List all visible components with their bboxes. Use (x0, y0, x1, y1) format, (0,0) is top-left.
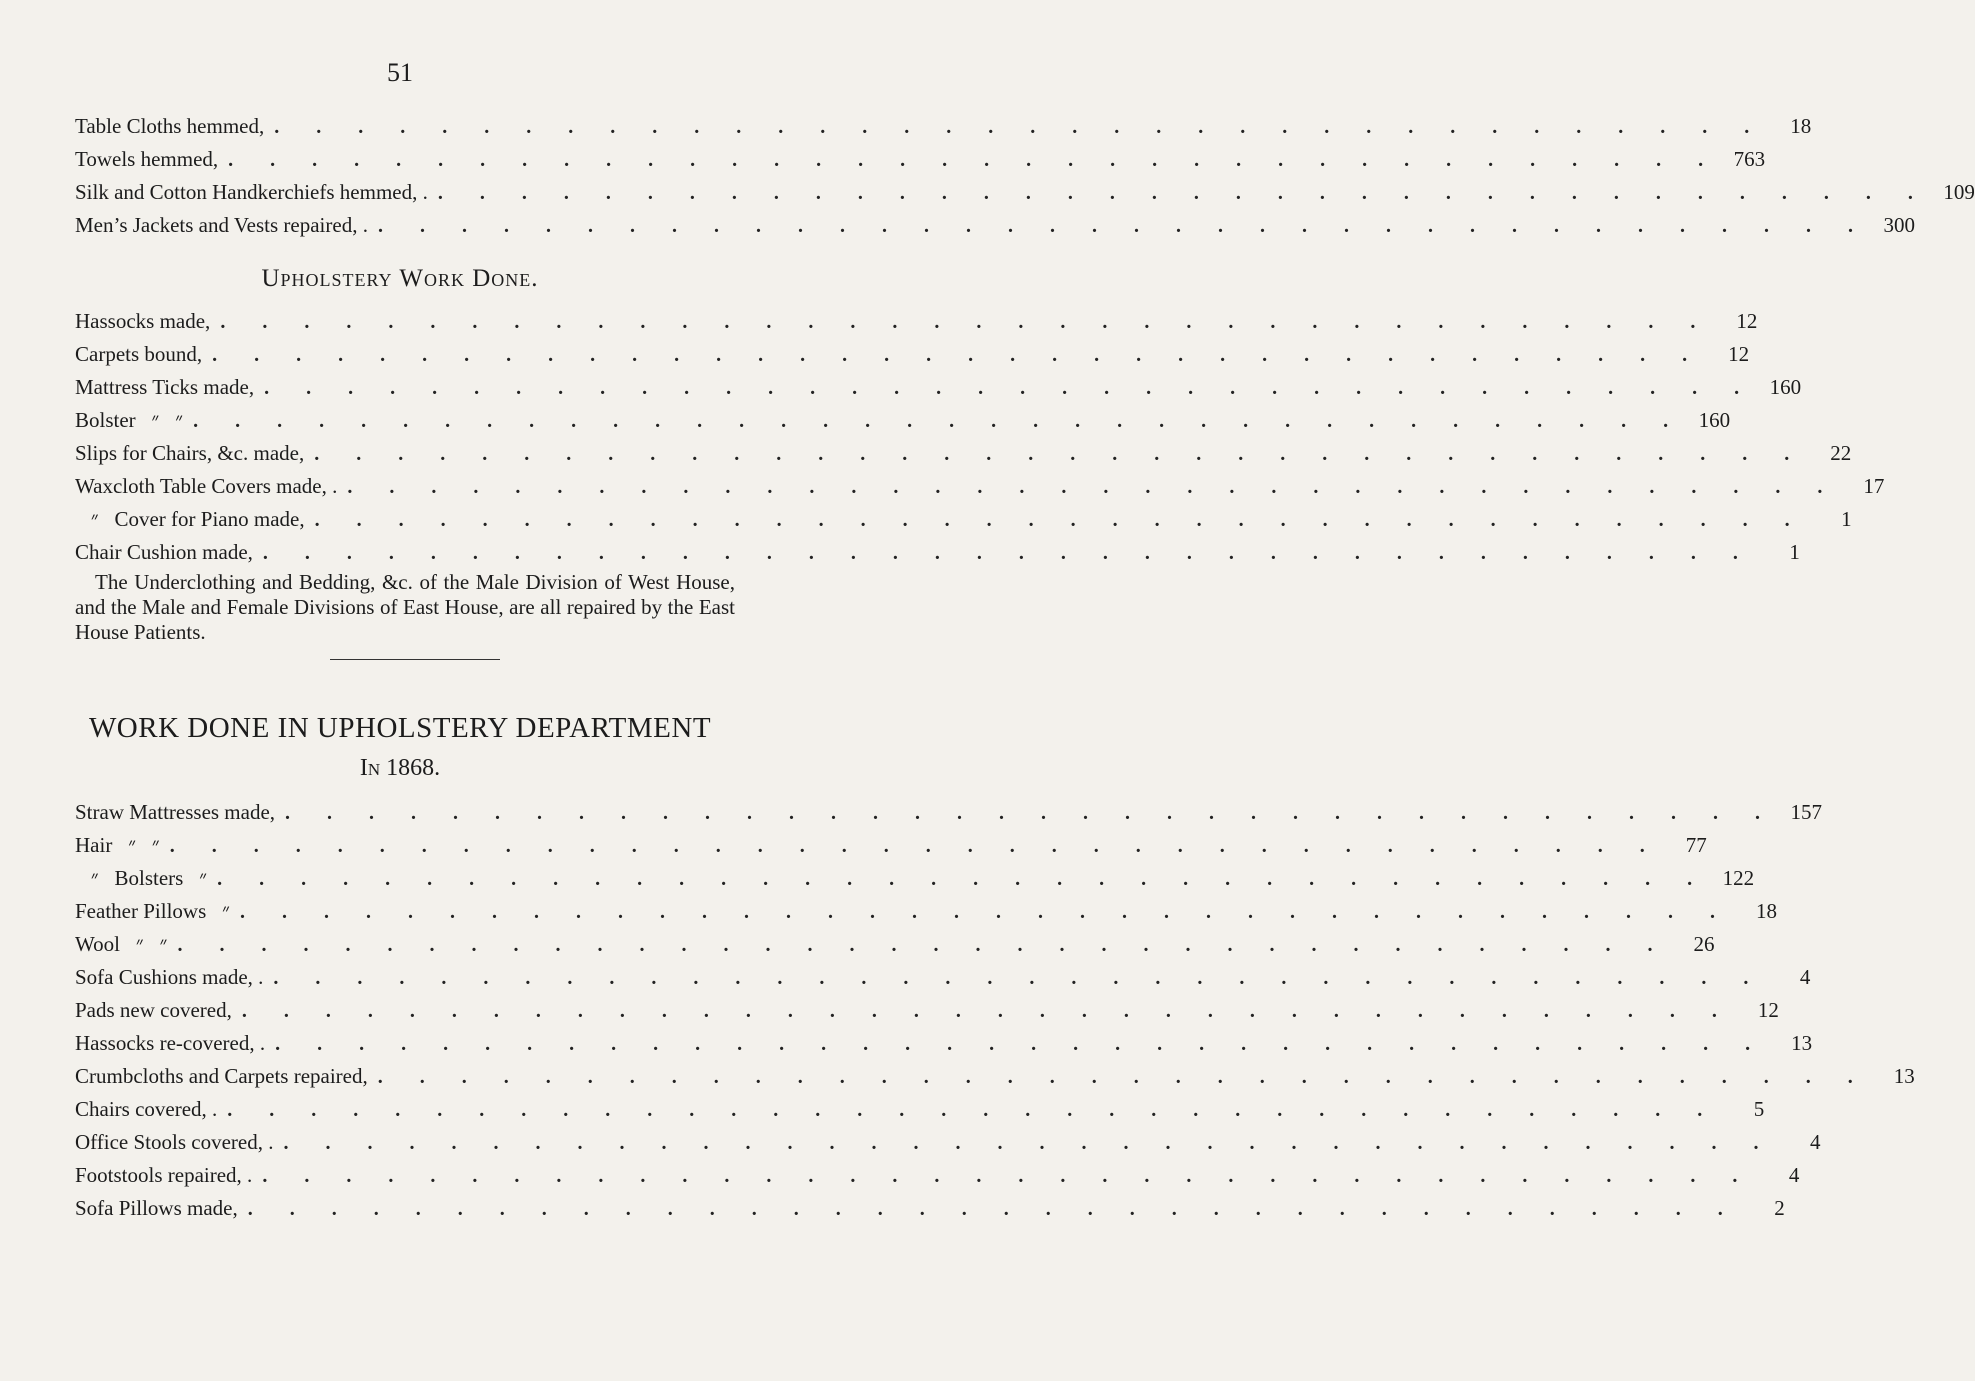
leader-dots: . . . . . . . . . . . . . . . . . . . . . . . . . . . . . . . . . . . . (262, 1165, 1754, 1187)
sewing-work-list (75, 110, 1975, 242)
item-label: Crumbcloths and Carpets repaired, (75, 1064, 368, 1088)
item-value: 157 (1790, 800, 1823, 824)
department-title: WORK DONE IN UPHOLSTERY DEPARTMENT (88, 712, 712, 744)
leader-dots: . . . . . . . . . . . . . . . . . . . . . . . . . . . . . . . . . . . . (227, 1099, 1719, 1121)
item-value: 13 (1893, 1064, 1915, 1088)
underclothing-paragraph: The Underclothing and Bedding, &c. of the Male Division of West House, and the Male and Female Divisions of East House, are all repaired by the East House Patients. (75, 570, 735, 644)
list-item (75, 1159, 1800, 1192)
item-value: 300 (1883, 213, 1915, 237)
item-value: 18 (1790, 114, 1812, 138)
list-item (75, 404, 1731, 437)
leader-dots: . . . . . . . . . . . . . . . . . . . . . . . . . . . . . . . . . . . . (275, 1033, 1767, 1055)
item-label: Wool ״ ״ (75, 932, 168, 956)
leader-dots: . . . . . . . . . . . . . . . . . . . . . . . . . . . . . . . . . . . . (228, 149, 1720, 171)
leader-dots: . . . . . . . . . . . . . . . . . . . . . . . . . . . . . . . . . . . . (239, 901, 1731, 923)
list-item (75, 305, 1758, 338)
list-item (75, 143, 1766, 176)
leader-dots: . . . . . . . . . . . . . . . . . . . . . . . . . . . . . . . . . . . . (220, 311, 1712, 333)
item-label: Towels hemmed, (75, 147, 219, 171)
item-value: 1 (1841, 507, 1852, 531)
list-item (75, 176, 1975, 209)
item-label: Feather Pillows ״ (75, 899, 230, 923)
leader-dots: . . . . . . . . . . . . . . . . . . . . . . . . . . . . . . . . . . . . (262, 542, 1754, 564)
upholstery-work-list (75, 305, 1885, 569)
item-label: Straw Mattresses made, (75, 800, 276, 824)
item-label: Men’s Jackets and Vests repaired, . (75, 213, 368, 237)
leader-dots: . . . . . . . . . . . . . . . . . . . . . . . . . . . . . . . . . . . . (217, 868, 1709, 890)
item-value: 18 (1755, 899, 1777, 923)
item-label: Chair Cushion made, (75, 540, 253, 564)
item-value: 4 (1809, 1130, 1821, 1154)
item-label: Office Stools covered, . (75, 1130, 274, 1154)
list-item (75, 470, 1885, 503)
item-value: 109 (1943, 180, 1975, 204)
item-value: 26 (1693, 932, 1715, 956)
item-label: Hair ״ ״ (75, 833, 160, 857)
item-value: 4 (1799, 965, 1811, 989)
item-value: 17 (1863, 474, 1885, 498)
leader-dots: . . . . . . . . . . . . . . . . . . . . . . . . . . . . . . . . . . . . (177, 934, 1669, 956)
list-item (75, 110, 1812, 143)
item-value: 5 (1753, 1097, 1765, 1121)
leader-dots: . . . . . . . . . . . . . . . . . . . . . . . . . . . . . . . . . . . . (437, 182, 1929, 204)
department-work-list (75, 796, 1915, 1225)
item-label: Sofa Pillows made, (75, 1196, 238, 1220)
leader-dots: . . . . . . . . . . . . . . . . . . . . . . . . . . . . . . . . . . . . (241, 1000, 1733, 1022)
leader-dots: . . . . . . . . . . . . . . . . . . . . . . . . . . . . . . . . . . . . (377, 215, 1869, 237)
list-item (75, 371, 1802, 404)
list-item (75, 895, 1777, 928)
list-item (75, 1192, 1785, 1225)
item-label: Chairs covered, . (75, 1097, 218, 1121)
item-value: 13 (1791, 1031, 1813, 1055)
item-label: ״ Bolsters ״ (75, 866, 208, 890)
page-number: 51 (387, 58, 413, 87)
list-item (75, 338, 1750, 371)
item-label: Mattress Ticks made, (75, 375, 255, 399)
list-item (75, 503, 1852, 536)
item-value: 12 (1757, 998, 1779, 1022)
item-value: 12 (1728, 342, 1750, 366)
item-label: Pads new covered, (75, 998, 232, 1022)
upholstery-heading: Upholstery Work Done. (261, 265, 539, 292)
item-label: Hassocks made, (75, 309, 211, 333)
list-item (75, 961, 1811, 994)
list-item (75, 1027, 1813, 1060)
item-label: ״ Cover for Piano made, (75, 507, 305, 531)
item-label: Carpets bound, (75, 342, 203, 366)
leader-dots: . . . . . . . . . . . . . . . . . . . . . . . . . . . . . . . . . . . . (193, 410, 1685, 432)
item-value: 4 (1788, 1163, 1800, 1187)
item-label: Sofa Cushions made, . (75, 965, 264, 989)
list-item (75, 1093, 1765, 1126)
list-item (75, 209, 1915, 242)
item-value: 160 (1698, 408, 1731, 432)
item-label: Bolster ״ ״ (75, 408, 184, 432)
item-value: 1 (1789, 540, 1800, 564)
leader-dots: . . . . . . . . . . . . . . . . . . . . . . . . . . . . . . . . . . . . (314, 509, 1806, 531)
list-item (75, 536, 1800, 569)
leader-dots: . . . . . . . . . . . . . . . . . . . . . . . . . . . . . . . . . . . . (264, 377, 1756, 399)
list-item (75, 862, 1755, 895)
list-item (75, 1126, 1821, 1159)
leader-dots: . . . . . . . . . . . . . . . . . . . . . . . . . . . . . . . . . . . . (285, 802, 1777, 824)
item-label: Slips for Chairs, &c. made, (75, 441, 305, 465)
item-value: 12 (1736, 309, 1758, 333)
item-label: Hassocks re-covered, . (75, 1031, 266, 1055)
item-label: Silk and Cotton Handkerchiefs hemmed, . (75, 180, 428, 204)
leader-dots: . . . . . . . . . . . . . . . . . . . . . . . . . . . . . . . . . . . . (377, 1066, 1869, 1088)
list-item (75, 829, 1707, 862)
leader-dots: . . . . . . . . . . . . . . . . . . . . . . . . . . . . . . . . . . . . (247, 1198, 1739, 1220)
list-item (75, 994, 1779, 1027)
leader-dots: . . . . . . . . . . . . . . . . . . . . . . . . . . . . . . . . . . . . (347, 476, 1839, 498)
list-item (75, 1060, 1915, 1093)
item-label: Waxcloth Table Covers made, . (75, 474, 338, 498)
leader-dots: . . . . . . . . . . . . . . . . . . . . . . . . . . . . . . . . . . . . (212, 344, 1704, 366)
item-value: 22 (1830, 441, 1852, 465)
leader-dots: . . . . . . . . . . . . . . . . . . . . . . . . . . . . . . . . . . . . (274, 116, 1766, 138)
item-value: 2 (1774, 1196, 1785, 1220)
list-item (75, 796, 1823, 829)
item-value: 122 (1722, 866, 1755, 890)
leader-dots: . . . . . . . . . . . . . . . . . . . . . . . . . . . . . . . . . . . . (283, 1132, 1775, 1154)
department-year: In 1868. (359, 755, 441, 781)
item-value: 763 (1733, 147, 1766, 171)
item-value: 160 (1769, 375, 1802, 399)
section-divider (330, 659, 500, 660)
item-label: Footstools repaired, . (75, 1163, 253, 1187)
item-value: 77 (1685, 833, 1707, 857)
leader-dots: . . . . . . . . . . . . . . . . . . . . . . . . . . . . . . . . . . . . (169, 835, 1661, 857)
list-item (75, 928, 1715, 961)
leader-dots: . . . . . . . . . . . . . . . . . . . . . . . . . . . . . . . . . . . . (273, 967, 1765, 989)
list-item (75, 437, 1852, 470)
leader-dots: . . . . . . . . . . . . . . . . . . . . . . . . . . . . . . . . . . . . (314, 443, 1806, 465)
item-label: Table Cloths hemmed, (75, 114, 265, 138)
